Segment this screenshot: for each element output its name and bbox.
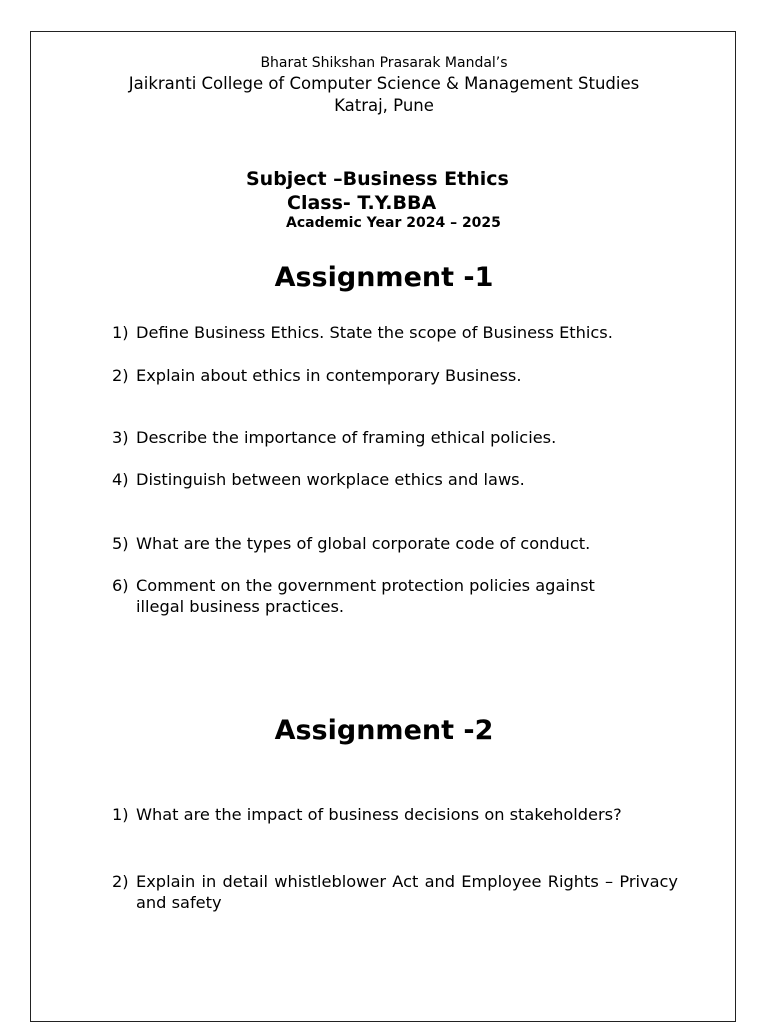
college-location: Katraj, Pune (334, 96, 434, 115)
assignment-2-question-1 (112, 804, 678, 825)
question-text: Describe the importance of framing ethical policies. (136, 428, 557, 447)
question-number: 1) (112, 323, 129, 342)
question-text: What are the types of global corporate code of conduct. (136, 534, 591, 553)
question-number: 5) (112, 534, 129, 553)
assignment-1-question-5 (112, 533, 678, 554)
assignment-2-question-2 (112, 871, 678, 913)
question-number: 2) (112, 366, 129, 385)
class-label: Class- T.Y.BBA (287, 192, 437, 214)
question-text: Explain in detail whistleblower Act and Employee Rights – Privacy and safety (136, 872, 678, 912)
question-number: 3) (112, 428, 129, 447)
question-number: 2) (112, 872, 129, 891)
college-name: Jaikranti College of Computer Science & Management Studies (128, 74, 640, 93)
question-text: Comment on the government protection policies against illegal business practices. (136, 576, 595, 616)
academic-year: Academic Year 2024 – 2025 (286, 215, 501, 231)
question-number: 6) (112, 576, 129, 595)
question-text: Explain about ethics in contemporary Business. (136, 366, 522, 385)
question-number: 1) (112, 805, 129, 824)
assignment-1-question-4 (112, 469, 678, 490)
subject-title: Subject –Business Ethics (246, 168, 509, 190)
question-text: What are the impact of business decisions on stakeholders? (136, 805, 622, 824)
question-number: 4) (112, 470, 129, 489)
assignment-1-question-1 (112, 322, 678, 343)
assignment-2-heading: Assignment -2 (274, 715, 494, 746)
assignment-1-question-3 (112, 427, 678, 448)
assignment-1-question-6 (112, 575, 642, 617)
assignment-1-question-2 (112, 365, 678, 386)
society-name: Bharat Shikshan Prasarak Mandal’s (260, 55, 508, 71)
assignment-1-heading: Assignment -1 (274, 262, 494, 293)
question-text: Distinguish between workplace ethics and laws. (136, 470, 525, 489)
question-text: Define Business Ethics. State the scope of Business Ethics. (136, 323, 613, 342)
